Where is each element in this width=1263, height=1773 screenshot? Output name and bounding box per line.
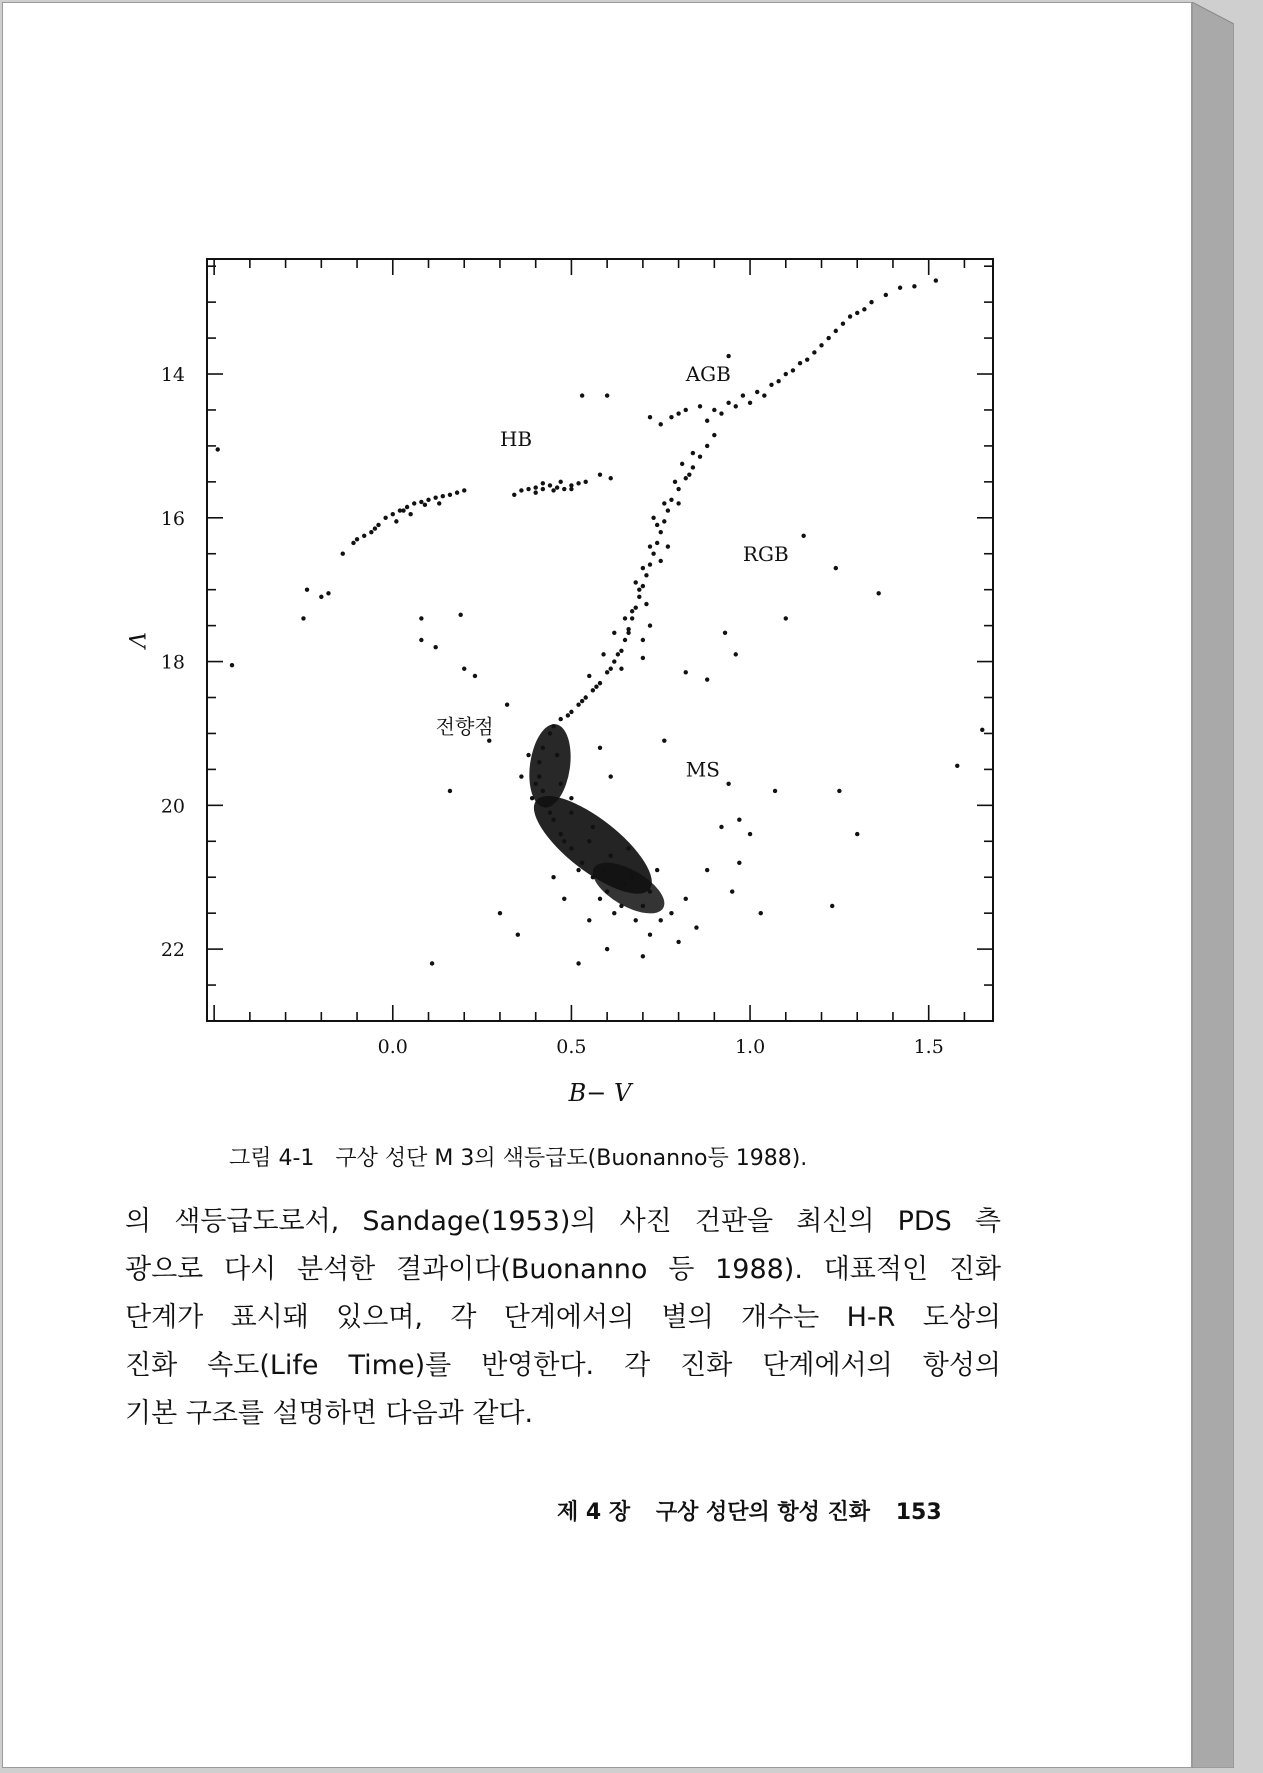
data-point [405, 505, 409, 509]
data-point [648, 933, 652, 937]
data-point [726, 354, 730, 358]
body-line: 진화 속도(Life Time)를 반영한다. 각 진화 단계에서의 항성의 [125, 1350, 1001, 1381]
data-point [769, 383, 773, 387]
data-point [684, 408, 688, 412]
data-point [616, 652, 620, 656]
running-footer [557, 1495, 960, 1526]
data-point [655, 523, 659, 527]
region-label: MS [685, 757, 720, 782]
data-point [541, 481, 545, 485]
data-point [855, 311, 859, 315]
data-point [580, 861, 584, 865]
data-point [684, 897, 688, 901]
data-point [587, 918, 591, 922]
data-point [455, 490, 459, 494]
data-point [605, 393, 609, 397]
data-point [594, 685, 598, 689]
data-point [448, 493, 452, 497]
x-tick-label: 1.5 [913, 1036, 944, 1058]
data-point [576, 702, 580, 706]
data-point [855, 832, 859, 836]
data-point [551, 818, 555, 822]
data-point [798, 361, 802, 365]
data-point [630, 875, 634, 879]
data-point [644, 573, 648, 577]
data-point [705, 868, 709, 872]
data-point [955, 764, 959, 768]
y-tick-label: 16 [160, 507, 185, 530]
data-point [669, 498, 673, 502]
data-point [580, 393, 584, 397]
data-point [841, 321, 845, 325]
data-point [876, 591, 880, 595]
data-point [609, 774, 613, 778]
data-point [530, 796, 534, 800]
data-point [433, 495, 437, 499]
data-point [623, 882, 627, 886]
data-point [748, 401, 752, 405]
plot-frame [207, 259, 993, 1021]
data-point [630, 616, 634, 620]
data-point [562, 897, 566, 901]
data-point [705, 419, 709, 423]
data-point [801, 534, 805, 538]
data-point [837, 789, 841, 793]
data-point [566, 713, 570, 717]
data-point [541, 487, 545, 491]
data-point [551, 488, 555, 492]
data-point [737, 818, 741, 822]
data-point [662, 501, 666, 505]
caption-text: 구상 성단 M 3의 색등급도(Buonanno등 1988). [335, 1146, 808, 1171]
data-point [462, 667, 466, 671]
data-point [691, 465, 695, 469]
data-point [662, 519, 666, 523]
data-point [669, 911, 673, 915]
data-point [912, 284, 916, 288]
data-point [555, 485, 559, 489]
data-point [548, 483, 552, 487]
data-point [641, 904, 645, 908]
body-line: 단계가 표시돼 있으며, 각 단계에서의 별의 개수는 H-R 도상의 [125, 1302, 1001, 1333]
data-point [884, 293, 888, 297]
data-point [551, 875, 555, 879]
data-point [791, 368, 795, 372]
data-point [748, 832, 752, 836]
data-point [598, 681, 602, 685]
data-point [591, 875, 595, 879]
data-point [394, 519, 398, 523]
data-point [369, 530, 373, 534]
data-point [648, 562, 652, 566]
data-point [423, 503, 427, 507]
data-point [548, 731, 552, 735]
data-point [698, 454, 702, 458]
data-point [544, 803, 548, 807]
data-point [448, 789, 452, 793]
data-point [705, 444, 709, 448]
data-point [519, 774, 523, 778]
x-axis-label: B− V [568, 1079, 632, 1107]
data-point [726, 401, 730, 405]
data-point [723, 631, 727, 635]
footer-chapter: 제 4 장 [557, 1500, 631, 1525]
body-paragraph [125, 1198, 1001, 1438]
data-point [355, 537, 359, 541]
data-point [734, 652, 738, 656]
data-point [541, 789, 545, 793]
data-point [659, 530, 663, 534]
data-point [419, 616, 423, 620]
data-point [684, 670, 688, 674]
data-point [598, 472, 602, 476]
data-point [569, 487, 573, 491]
data-point [412, 501, 416, 505]
data-point [319, 595, 323, 599]
data-point [698, 404, 702, 408]
data-point [437, 501, 441, 505]
data-point [712, 408, 716, 412]
data-point [680, 462, 684, 466]
data-point [641, 584, 645, 588]
data-point [326, 591, 330, 595]
data-point [584, 695, 588, 699]
data-point [784, 372, 788, 376]
footer-page-number: 153 [895, 1500, 942, 1525]
data-point [576, 961, 580, 965]
data-point [605, 947, 609, 951]
y-tick-label: 14 [160, 364, 185, 387]
data-point [676, 411, 680, 415]
cmd-figure [121, 243, 1021, 1123]
y-axis-label: V [123, 632, 148, 648]
data-point [537, 760, 541, 764]
data-point [773, 789, 777, 793]
data-point [426, 498, 430, 502]
data-point [651, 552, 655, 556]
data-point [812, 350, 816, 354]
data-point [569, 796, 573, 800]
data-point [662, 738, 666, 742]
data-point [619, 667, 623, 671]
page-edge-shape [1192, 2, 1234, 1768]
data-point [776, 379, 780, 383]
data-point [559, 782, 563, 786]
data-point [462, 488, 466, 492]
region-label: HB [499, 426, 533, 451]
data-point [630, 609, 634, 613]
data-point [741, 393, 745, 397]
data-point [612, 631, 616, 635]
footer-title: 구상 성단의 항성 진화 [655, 1500, 871, 1525]
data-point [609, 476, 613, 480]
data-point [834, 329, 838, 333]
data-point [498, 911, 502, 915]
data-point [408, 512, 412, 516]
data-point [391, 512, 395, 516]
data-point [612, 659, 616, 663]
data-point [659, 559, 663, 563]
region-label: 전향점 [435, 714, 494, 739]
data-point [533, 485, 537, 489]
data-point [526, 753, 530, 757]
data-point [648, 415, 652, 419]
data-point [673, 480, 677, 484]
data-point [634, 580, 638, 584]
data-point [376, 523, 380, 527]
data-point [626, 631, 630, 635]
data-point [305, 587, 309, 591]
data-point [601, 652, 605, 656]
data-point [687, 472, 691, 476]
data-point [351, 541, 355, 545]
data-point [458, 613, 462, 617]
x-tick-label: 0.0 [377, 1036, 408, 1058]
data-point [659, 422, 663, 426]
data-point [591, 825, 595, 829]
data-point [934, 278, 938, 282]
figure-caption [229, 1141, 807, 1172]
x-tick-label: 1.0 [734, 1036, 766, 1058]
data-point [487, 738, 491, 742]
data-point [569, 710, 573, 714]
data-point [562, 487, 566, 491]
data-point [634, 605, 638, 609]
data-point [648, 623, 652, 627]
data-point [712, 433, 716, 437]
data-point [641, 566, 645, 570]
data-point [830, 904, 834, 908]
data-point [559, 480, 563, 484]
data-point [576, 481, 580, 485]
data-point [533, 490, 537, 494]
data-point [587, 674, 591, 678]
y-tick-label: 20 [160, 795, 185, 818]
data-point [641, 954, 645, 958]
data-point [898, 286, 902, 290]
data-point [676, 940, 680, 944]
data-point [609, 667, 613, 671]
data-point [301, 616, 305, 620]
body-line: 광으로 다시 분석한 결과이다(Buonanno 등 1988). 대표적인 진화 [125, 1254, 1001, 1285]
data-point [684, 476, 688, 480]
data-point [734, 404, 738, 408]
data-point [980, 728, 984, 732]
body-line: 의 색등급도로서, Sandage(1953)의 사진 건판을 최신의 PDS 측 [125, 1206, 1001, 1237]
data-point [401, 508, 405, 512]
data-point [548, 810, 552, 814]
page-edge [1192, 2, 1234, 1768]
data-point [705, 677, 709, 681]
y-tick-label: 22 [160, 939, 185, 962]
data-point [726, 782, 730, 786]
data-point [512, 493, 516, 497]
data-point [666, 544, 670, 548]
data-point [730, 889, 734, 893]
data-point [541, 746, 545, 750]
data-point [691, 451, 695, 455]
data-point [659, 918, 663, 922]
data-point [641, 656, 645, 660]
data-point [848, 314, 852, 318]
data-point [430, 961, 434, 965]
data-point [755, 390, 759, 394]
data-point [341, 552, 345, 556]
data-point [569, 810, 573, 814]
data-point [605, 889, 609, 893]
data-point [655, 541, 659, 545]
data-point [759, 911, 763, 915]
data-point [834, 566, 838, 570]
data-point [230, 663, 234, 667]
data-point [433, 645, 437, 649]
region-label: RGB [742, 541, 789, 566]
data-point [648, 544, 652, 548]
data-point [601, 868, 605, 872]
data-point [473, 674, 477, 678]
data-point [441, 494, 445, 498]
data-point [216, 447, 220, 451]
y-tick-label: 18 [160, 651, 185, 674]
data-point [641, 638, 645, 642]
data-point [637, 587, 641, 591]
data-point [626, 846, 630, 850]
data-point [623, 638, 627, 642]
data-points [216, 278, 985, 965]
data-point [819, 343, 823, 347]
x-tick-label: 0.5 [556, 1036, 587, 1058]
book-page [2, 2, 1192, 1768]
data-point [533, 782, 537, 786]
data-point [559, 717, 563, 721]
data-point [587, 839, 591, 843]
data-point [605, 670, 609, 674]
data-point [762, 393, 766, 397]
data-point [562, 839, 566, 843]
data-point [537, 774, 541, 778]
data-point [526, 487, 530, 491]
data-point [784, 616, 788, 620]
data-point [637, 595, 641, 599]
caption-label: 그림 4-1 [229, 1146, 315, 1171]
tick-marks [207, 259, 993, 1021]
data-point [666, 508, 670, 512]
data-point [516, 933, 520, 937]
data-point [862, 307, 866, 311]
data-point [869, 300, 873, 304]
data-point [569, 846, 573, 850]
data-point [655, 868, 659, 872]
data-point [623, 616, 627, 620]
data-point [598, 897, 602, 901]
data-point [676, 487, 680, 491]
data-point [694, 925, 698, 929]
data-point [419, 500, 423, 504]
data-point [619, 649, 623, 653]
data-point [669, 415, 673, 419]
data-point [584, 480, 588, 484]
data-point [719, 825, 723, 829]
data-point [612, 911, 616, 915]
data-point [580, 699, 584, 703]
chart-labels [123, 362, 944, 1107]
data-point [826, 336, 830, 340]
data-point [576, 868, 580, 872]
data-point [555, 753, 559, 757]
data-point [648, 889, 652, 893]
data-point [591, 688, 595, 692]
data-point [609, 853, 613, 857]
data-point [634, 918, 638, 922]
data-point [362, 534, 366, 538]
data-point [805, 357, 809, 361]
data-point [559, 832, 563, 836]
data-point [644, 602, 648, 606]
data-point [551, 724, 555, 728]
data-point [619, 904, 623, 908]
plot-axes [207, 259, 993, 1021]
data-point [598, 746, 602, 750]
data-point [373, 526, 377, 530]
data-point [383, 516, 387, 520]
data-point [651, 516, 655, 520]
data-point [519, 488, 523, 492]
data-point [419, 638, 423, 642]
body-line: 기본 구조를 설명하면 다음과 같다. [125, 1398, 534, 1429]
data-point [719, 411, 723, 415]
region-label: AGB [685, 362, 731, 387]
data-point [737, 861, 741, 865]
data-point [676, 501, 680, 505]
data-point [505, 702, 509, 706]
